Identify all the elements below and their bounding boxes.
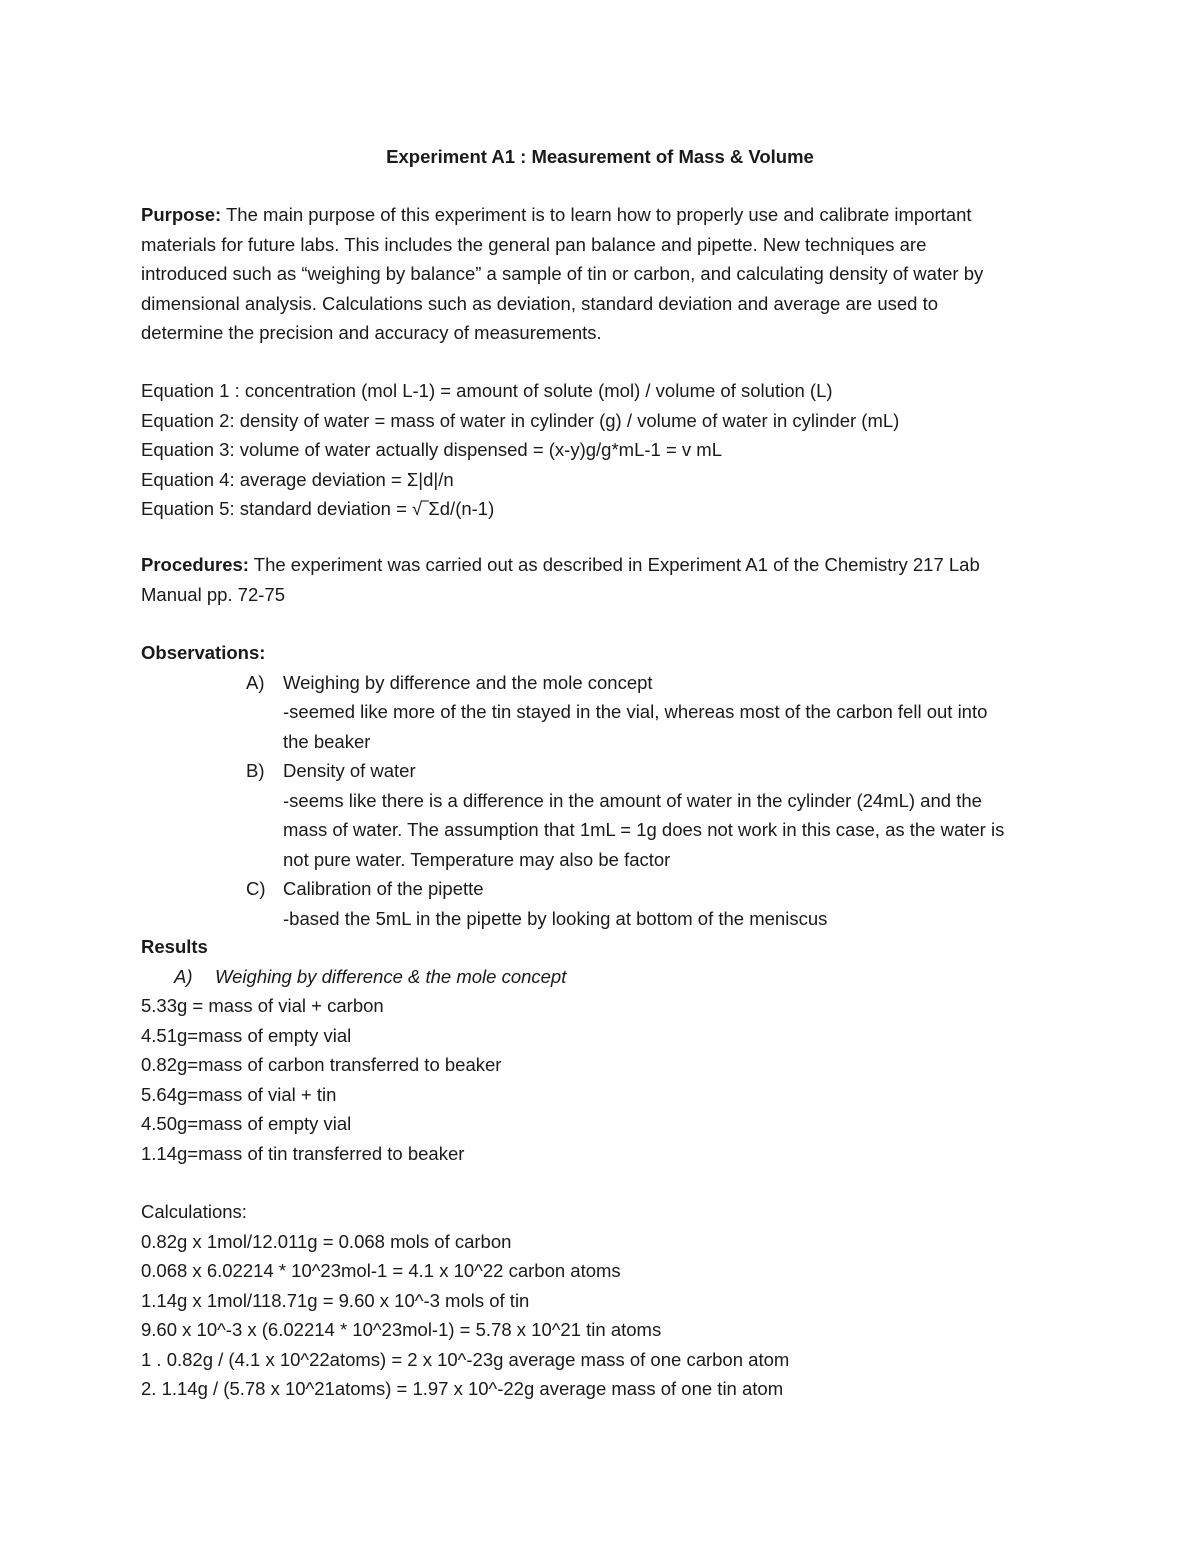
equation-1: Equation 1 : concentration (mol L-1) = amount of solute (mol) / volume of solution (L) bbox=[141, 380, 833, 401]
list-marker: B) bbox=[246, 760, 265, 781]
equation-3: Equation 3: volume of water actually dispensed = (x-y)g/g*mL-1 = v mL bbox=[141, 439, 722, 460]
purpose-text: materials for future labs. This includes the general pan balance and pipette. New techniques are bbox=[141, 233, 927, 255]
observation-text: not pure water. Temperature may also be factor bbox=[283, 848, 671, 870]
procedures-section bbox=[141, 550, 1061, 609]
procedures-text: Manual pp. 72-75 bbox=[141, 583, 285, 605]
purpose-text: The main purpose of this experiment is to learn how to properly use and calibrate important bbox=[226, 204, 972, 225]
equations-section bbox=[141, 376, 1061, 524]
equation-4: Equation 4: average deviation = Σ|d|/n bbox=[141, 468, 454, 490]
calculation-line: 2. 1.14g / (5.78 x 10^21atoms) = 1.97 x 10^-22g average mass of one tin atom bbox=[141, 1378, 784, 1399]
calculations-section bbox=[141, 1197, 1061, 1404]
observation-heading: Density of water bbox=[283, 760, 416, 781]
result-line: 4.51g=mass of empty vial bbox=[141, 1024, 352, 1046]
observation-text: mass of water. The assumption that 1mL = 1g does not work in this case, as the water is bbox=[283, 819, 1005, 840]
calculation-line: 1.14g x 1mol/118.71g = 9.60 x 10^-3 mols of tin bbox=[141, 1289, 530, 1311]
results-subheading-text: Weighing by difference & the mole concept bbox=[215, 965, 567, 987]
purpose-text: dimensional analysis. Calculations such as deviation, standard deviation and average are used to bbox=[141, 292, 939, 314]
result-line: 5.64g=mass of vial + tin bbox=[141, 1083, 337, 1105]
result-line: 0.82g=mass of carbon transferred to beaker bbox=[141, 1054, 502, 1075]
procedures-text: The experiment was carried out as described in Experiment A1 of the Chemistry 217 Lab bbox=[253, 554, 980, 575]
observation-item-b bbox=[141, 756, 1061, 874]
observation-item-a bbox=[141, 668, 1061, 757]
results-subheading bbox=[141, 962, 1061, 992]
procedures-label: Procedures: bbox=[141, 554, 249, 575]
observation-text: -based the 5mL in the pipette by looking at bottom of the meniscus bbox=[283, 907, 828, 929]
calculation-line: 0.82g x 1mol/12.011g = 0.068 mols of carbon bbox=[141, 1230, 512, 1252]
results-label: Results bbox=[141, 936, 208, 957]
results-section bbox=[141, 932, 1061, 1168]
observations-label: Observations: bbox=[141, 642, 266, 663]
calculation-line: 1 . 0.82g / (4.1 x 10^22atoms) = 2 x 10^-23g average mass of one carbon atom bbox=[141, 1348, 790, 1370]
observation-text: the beaker bbox=[283, 730, 371, 752]
purpose-text: introduced such as “weighing by balance” a sample of tin or carbon, and calculating density of water by bbox=[141, 263, 984, 284]
observations-section bbox=[141, 638, 1061, 933]
result-line: 1.14g=mass of tin transferred to beaker bbox=[141, 1142, 465, 1164]
result-line: 4.50g=mass of empty vial bbox=[141, 1113, 352, 1134]
result-line: 5.33g = mass of vial + carbon bbox=[141, 995, 384, 1016]
calculations-label: Calculations: bbox=[141, 1201, 247, 1222]
page-title: Experiment A1 : Measurement of Mass & Volume bbox=[386, 146, 814, 167]
observation-item-c bbox=[141, 874, 1061, 933]
calculation-line: 0.068 x 6.02214 * 10^23mol-1 = 4.1 x 10^22 carbon atoms bbox=[141, 1260, 621, 1281]
purpose-label: Purpose: bbox=[141, 204, 222, 225]
observation-heading: Weighing by difference and the mole concept bbox=[283, 671, 653, 693]
equation-2: Equation 2: density of water = mass of water in cylinder (g) / volume of water in cylinder (mL) bbox=[141, 409, 900, 431]
purpose-text: determine the precision and accuracy of measurements. bbox=[141, 322, 602, 343]
observation-text: -seemed like more of the tin stayed in the vial, whereas most of the carbon fell out into bbox=[283, 701, 988, 722]
observation-text: -seems like there is a difference in the amount of water in the cylinder (24mL) and the bbox=[283, 789, 982, 811]
list-marker: A) bbox=[174, 965, 193, 987]
list-marker: A) bbox=[246, 671, 265, 693]
purpose-section bbox=[141, 200, 1061, 348]
calculation-line: 9.60 x 10^-3 x (6.02214 * 10^23mol-1) = 5.78 x 10^21 tin atoms bbox=[141, 1319, 662, 1340]
list-marker: C) bbox=[246, 878, 266, 899]
observation-heading: Calibration of the pipette bbox=[283, 878, 484, 899]
equation-5: Equation 5: standard deviation = √‾Σd/(n-1) bbox=[141, 498, 495, 519]
